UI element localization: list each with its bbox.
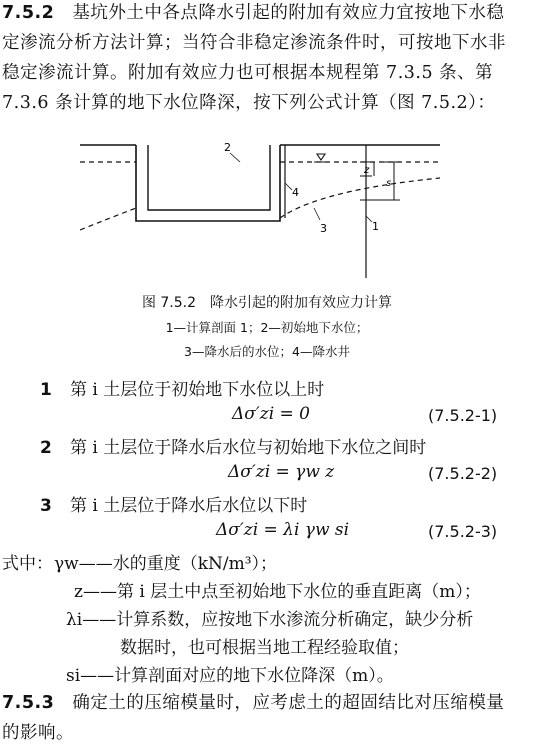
figure-caption-line-1: 1—计算剖面 1；2—初始地下水位； <box>165 320 369 335</box>
water-level-icon <box>317 154 325 160</box>
item-number: 3 <box>40 496 52 516</box>
item-1-condition <box>40 378 324 402</box>
label-s: s <box>386 178 392 189</box>
item-2-condition <box>40 436 426 460</box>
para-line-3: 稳定渗流计算。附加有效应力也可根据本规程第 7.3.5 条、第 <box>2 63 494 83</box>
label-2: 2 <box>224 141 231 154</box>
leader-4 <box>285 183 292 190</box>
section-number: 7.5.3 <box>2 693 55 713</box>
formula-1: Δσ′zi = 0 <box>232 404 311 424</box>
section-number: 7.5.2 <box>2 3 55 23</box>
def-z: z——第 i 层土中点至初始地下水位的垂直距离（m）； <box>74 582 481 602</box>
label-3: 3 <box>320 222 327 235</box>
paragraph-7-5-2 <box>2 0 530 118</box>
leader-3 <box>314 208 320 220</box>
para-text: 确定土的压缩模量时，应考虑土的超固结比对压缩模量 <box>72 693 505 713</box>
item-3-condition <box>40 494 307 518</box>
label-z: z <box>364 165 370 176</box>
paragraph-7-5-3 <box>2 688 530 748</box>
equation-number-2: (7.5.2-2) <box>428 464 498 483</box>
label-1: 1 <box>372 220 379 233</box>
pit-inner <box>148 145 270 210</box>
figure-caption-title: 图 7.5.2 降水引起的附加有效应力计算 <box>141 295 393 311</box>
lowered-water-right <box>280 178 440 218</box>
item-text: 第 i 土层位于初始地下水位以上时 <box>70 380 325 400</box>
equation-number-1: (7.5.2-1) <box>428 406 498 425</box>
def-gamma: γw——水的重度（kN/m³）； <box>54 554 278 574</box>
item-number: 2 <box>40 438 52 458</box>
formula-3: Δσ′zi = λi γw si <box>216 520 350 540</box>
figure-caption-line-2: 3—降水后的水位；4—降水井 <box>184 344 350 359</box>
def-s: si——计算剖面对应的地下水位降深（m）。 <box>66 666 394 686</box>
item-number: 1 <box>40 380 52 400</box>
para-line-4: 7.3.6 条计算的地下水位降深，按下列公式计算（图 7.5.2）： <box>2 93 496 113</box>
para-line-2: 定渗流分析方法计算；当符合非稳定渗流条件时，可按地下水非 <box>2 33 506 53</box>
label-4: 4 <box>292 186 299 199</box>
para-line-2: 的影响。 <box>2 723 74 743</box>
lowered-water-left <box>80 208 136 230</box>
leader-2 <box>230 153 240 162</box>
def-lambda-line-1: λi——计算系数，应按地下水渗流分析确定，缺少分析 <box>66 610 474 630</box>
para-line-1 <box>2 688 530 718</box>
para-text: 基坑外土中各点降水引起的附加有效应力宜按地下水稳 <box>72 3 505 23</box>
def-lambda-line-2: 数据时，也可根据当地工程经验取值； <box>120 638 409 658</box>
equation-number-3: (7.5.2-3) <box>428 522 498 541</box>
item-text: 第 i 土层位于降水后水位与初始地下水位之间时 <box>70 438 427 458</box>
dewatering-diagram <box>80 138 440 278</box>
formula-2: Δσ′zi = γw z <box>228 462 335 482</box>
para-line-1 <box>2 0 530 28</box>
where-label: 式中： <box>2 554 53 574</box>
item-text: 第 i 土层位于降水后水位以下时 <box>70 496 308 516</box>
